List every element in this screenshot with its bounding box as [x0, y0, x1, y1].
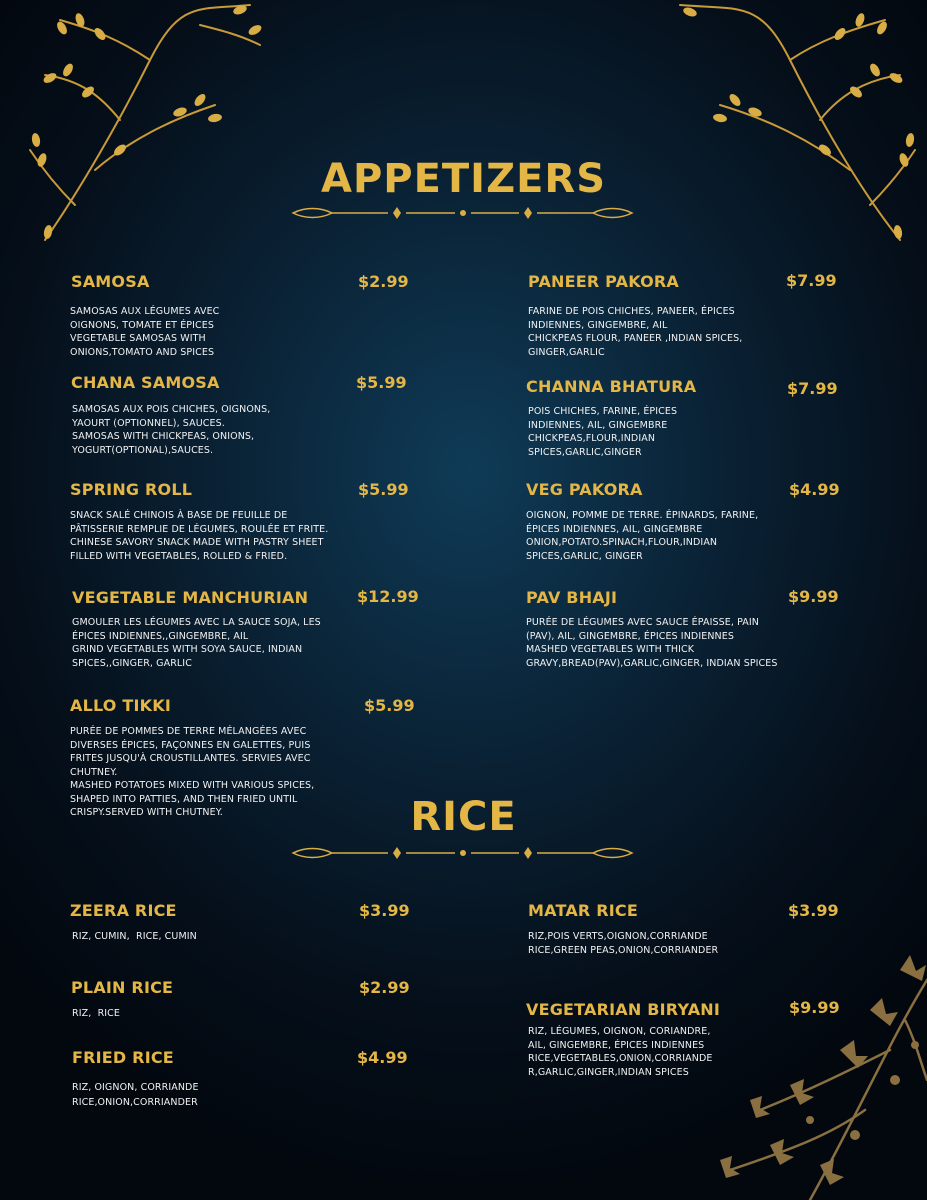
item-price: $7.99	[786, 271, 837, 290]
desc-line: RIZ, CUMIN, RICE, CUMIN	[72, 931, 197, 942]
desc-line: SAMOSAS AUX LÉGUMES AVEC	[70, 306, 220, 317]
item-description	[528, 305, 742, 359]
desc-line: MASHED POTATOES MIXED WITH VARIOUS SPICES,	[70, 780, 315, 791]
item-name: CHANNA BHATURA	[526, 377, 697, 396]
item-description	[70, 509, 328, 563]
desc-line: CHINESE SAVORY SNACK MADE WITH PASTRY SHEET	[70, 537, 324, 548]
ornament-divider-icon	[290, 206, 635, 220]
item-description	[528, 1025, 712, 1079]
desc-line: CRISPY.SERVED WITH CHUTNEY.	[70, 807, 223, 818]
item-name: PAV BHAJI	[526, 588, 618, 607]
desc-line: PURÉE DE LÉGUMES AVEC SAUCE ÉPAISSE, PAIN	[526, 617, 760, 628]
desc-line: RIZ, OIGNON, CORRIANDE	[72, 1082, 199, 1093]
item-description	[72, 1007, 120, 1021]
item-price: $5.99	[356, 373, 407, 392]
item-price: $2.99	[358, 272, 409, 291]
branch-top-right-icon	[660, 0, 927, 250]
item-name: MATAR RICE	[528, 901, 638, 920]
item-description	[70, 305, 219, 359]
item-price: $7.99	[787, 379, 838, 398]
item-price: $12.99	[357, 587, 419, 606]
desc-line: AIL, GINGEMBRE, ÉPICES INDIENNES	[528, 1039, 705, 1051]
desc-line: PURÉE DE POMMES DE TERRE MÉLANGÉES AVEC	[70, 726, 307, 737]
desc-line: OIGNON, POMME DE TERRE. ÉPINARDS, FARINE,	[526, 510, 759, 521]
item-price: $3.99	[788, 901, 839, 920]
desc-line: SNACK SALÉ CHINOIS À BASE DE FEUILLE DE	[70, 510, 288, 521]
item-name: VEGETABLE MANCHURIAN	[72, 588, 309, 607]
desc-line: RICE,GREEN PEAS,ONION,CORRIANDER	[528, 944, 719, 956]
item-name: VEGETARIAN BIRYANI	[526, 1000, 721, 1019]
item-description	[72, 616, 321, 670]
desc-line: SAMOSAS AUX POIS CHICHES, OIGNONS,	[72, 404, 271, 415]
desc-line: RIZ,POIS VERTS,OIGNON,CORRIANDE	[528, 931, 708, 942]
desc-line: GMOULER LES LÉGUMES AVEC LA SAUCE SOJA, LES	[72, 617, 321, 628]
item-name: SPRING ROLL	[70, 480, 193, 499]
desc-line: SAMOSAS WITH CHICKPEAS, ONIONS,	[72, 431, 255, 442]
desc-line: ONIONS,TOMATO AND SPICES	[70, 346, 215, 358]
desc-line: SPICES,GARLIC,GINGER	[528, 446, 642, 458]
item-description	[528, 930, 718, 957]
desc-line: INDIENNES, GINGEMBRE, AIL	[528, 319, 668, 331]
item-name: FRIED RICE	[72, 1048, 174, 1067]
desc-line: MASHED VEGETABLES WITH THICK	[526, 644, 695, 655]
desc-line: VEGETABLE SAMOSAS WITH	[70, 333, 206, 344]
item-price: $5.99	[358, 480, 409, 499]
desc-line: GINGER,GARLIC	[528, 346, 605, 358]
desc-line: ONION,POTATO.SPINACH,FLOUR,INDIAN	[526, 537, 718, 548]
item-name: SAMOSA	[71, 272, 150, 291]
item-price: $2.99	[359, 978, 410, 997]
flower-branch-bottom-right-icon	[690, 950, 927, 1200]
desc-line: RIZ, LÉGUMES, OIGNON, CORIANDRE,	[528, 1026, 711, 1037]
rice-title: RICE	[410, 794, 517, 840]
item-price: $4.99	[357, 1048, 408, 1067]
item-name: ALLO TIKKI	[70, 696, 171, 715]
item-description	[72, 930, 197, 944]
desc-line: CHICKPEAS,FLOUR,INDIAN	[528, 433, 656, 444]
desc-line: FARINE DE POIS CHICHES, PANEER, ÉPICES	[528, 306, 735, 317]
item-description	[528, 405, 677, 459]
desc-line: (PAV), AIL, GINGEMBRE, ÉPICES INDIENNES	[526, 630, 734, 642]
item-name: VEG PAKORA	[526, 480, 643, 499]
desc-line: INDIENNES, AIL, GINGEMBRE	[528, 419, 668, 431]
desc-line: YAOURT (OPTIONNEL), SAUCES.	[72, 417, 225, 429]
item-name: PLAIN RICE	[71, 978, 174, 997]
desc-line: FILLED WITH VEGETABLES, ROLLED & FRIED.	[70, 550, 288, 562]
item-price: $4.99	[789, 480, 840, 499]
item-name: PANEER PAKORA	[528, 272, 680, 291]
desc-line: CHICKPEAS FLOUR, PANEER ,INDIAN SPICES,	[528, 333, 743, 344]
item-description	[526, 509, 758, 563]
item-price: $3.99	[359, 901, 410, 920]
desc-line: YOGURT(OPTIONAL),SAUCES.	[72, 444, 214, 456]
desc-line: FRITES JUSQU'À CROUSTILLANTES. SERVIES AVEC	[70, 753, 311, 764]
desc-line: ÉPICES INDIENNES, AIL, GINGEMBRE	[526, 523, 703, 535]
desc-line: OIGNONS, TOMATE ET ÉPICES	[70, 319, 214, 331]
desc-line: CHUTNEY.	[70, 766, 118, 778]
desc-line: RICE,VEGETABLES,ONION,CORRIANDE	[528, 1053, 713, 1064]
appetizers-title: APPETIZERS	[320, 156, 607, 202]
item-price: $9.99	[789, 998, 840, 1017]
desc-line: ÉPICES INDIENNES,,GINGEMBRE, AIL	[72, 630, 249, 642]
desc-line: R,GARLIC,GINGER,INDIAN SPICES	[528, 1066, 689, 1078]
branch-top-left-icon	[0, 0, 280, 250]
item-description	[526, 616, 778, 670]
desc-line: SPICES,GARLIC, GINGER	[526, 550, 643, 562]
item-price: $9.99	[788, 587, 839, 606]
desc-line: GRAVY,BREAD(PAV),GARLIC,GINGER, INDIAN SPICES	[526, 657, 778, 669]
desc-line: GRIND VEGETABLES WITH SOYA SAUCE, INDIAN	[72, 644, 303, 655]
desc-line: POIS CHICHES, FARINE, ÉPICES	[528, 406, 678, 417]
item-description	[72, 403, 270, 457]
desc-line: PÂTISSERIE REMPLIE DE LÉGUMES, ROULÉE ET FRITE.	[70, 523, 329, 535]
item-description	[72, 1080, 199, 1110]
desc-line: RICE,ONION,CORRIANDER	[72, 1097, 198, 1108]
item-name: CHANA SAMOSA	[71, 373, 220, 392]
desc-line: SHAPED INTO PATTIES, AND THEN FRIED UNTIL	[70, 793, 298, 805]
ornament-divider-icon	[290, 846, 635, 860]
item-price: $5.99	[364, 696, 415, 715]
desc-line: DIVERSES ÉPICES, FAÇONNES EN GALETTES, PUIS	[70, 739, 311, 751]
desc-line: RIZ, RICE	[72, 1008, 121, 1019]
item-name: ZEERA RICE	[70, 901, 177, 920]
desc-line: SPICES,,GINGER, GARLIC	[72, 657, 192, 669]
